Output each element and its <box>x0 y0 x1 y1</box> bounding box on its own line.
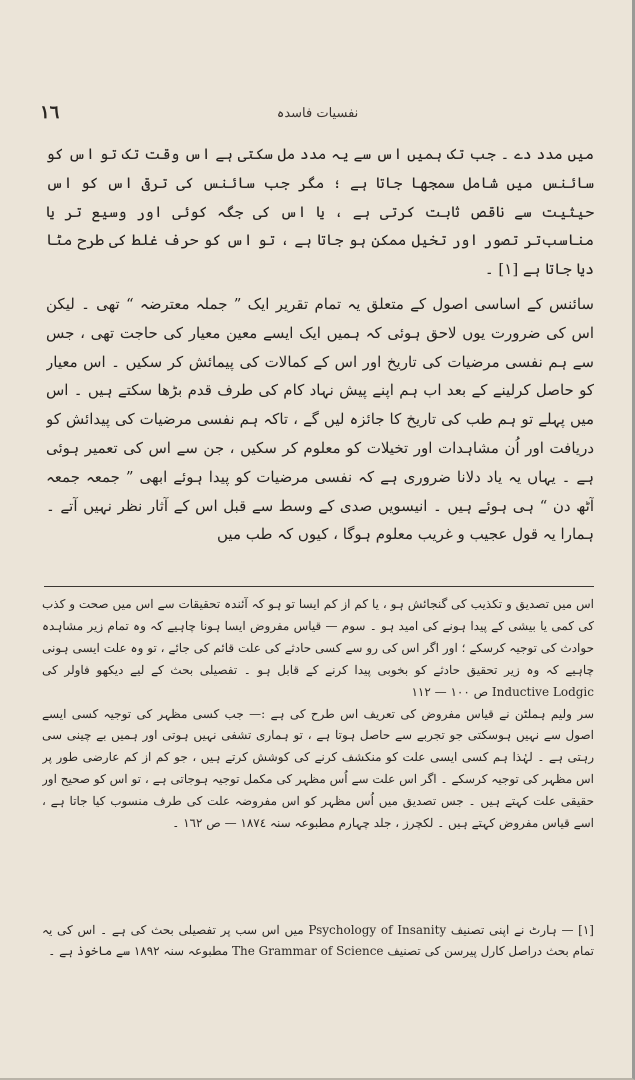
main-text <box>46 140 594 575</box>
footnote-separator <box>44 586 594 587</box>
footnote: سر ولیم ہملٹن نے قیاس مفروض کی تعریف اس طرح کی ہے :— جب کسی مظہر کی توجیہ کسی ایسے اصول سے نہیں ہوسکتی جو تجربے سے حاصل ہوتا ہے ، تو ہماری تشفی نہیں ہوتی اور ہمیں بے چینی سی رہتی ہے ۔ لہٰذا ہم کسی ایسی علت کو منکشف کرنے کی کوشش کرتے ہیں ، جو کم از کم عارضی طور پر اس مظہر کی توجیہ کرسکے ۔ اگر اس علت سے اُس مظہر کی مکمل توجیہ ہوجاتی ہے ، تو اس کو صحیح اور حقیقی علت کہتے ہیں ۔ جس تصدیق میں اُس مظہر کو اس مفروضہ علت کی طرف منسوب کیا جاتا ہے ، اسے قیاس مفروض کہتے ہیں ۔ لکچرز ، جلد چہارم مطبوعہ سنہ ١٨٧٤ — ص ١٦٢ ۔ <box>42 706 594 831</box>
references <box>42 920 594 980</box>
running-title: نفسیات فاسدہ <box>276 106 359 121</box>
paragraph: سائنس کے اساسی اصول کے متعلق یہ تمام تقریر ایک ” جملہ معترضہ “ تھی ۔ لیکن اس کی ضرورت یوں لاحق ہوئی کہ ہمیں ایک ایسے معین معیار کی حاجت تھی ، جس سے ہم نفسی مرضیات کی تاریخ اور اس کے کمالات کی پیمائش کر سکیں ۔ اس معیار کو حاصل کرلینے کے بعد اب ہم اپنے پیش نہاد کام کی طرف قدم بڑھا سکتے ہیں ۔ اس میں پہلے تو ہم طب کی تاریخ کا جائزہ لیں گے ، تاکہ ہم نفسی مرضیات کی پیدائش کو دریافت اور اُن مشاہدات اور تخیلات کو معلوم کر سکیں ، جن سے اس کی تعمیر ہوئی ہے ۔ یہاں یہ یاد دلانا ضروری ہے کہ نفسی مرضیات کو پیدا ہوئے ابھی ” جمعہ جمعہ آٹھ دن “ ہی ہوئے ہیں ۔ انیسویں صدی کے وسط سے قبل اس کے آثار نظر نہیں آتے ۔ ہمارا یہ قول عجیب و غریب معلوم ہوگا ، کیوں کہ طب میں <box>46 294 594 544</box>
footnote: اس میں تصدیق و تکذیب کی گنجائش ہو ، یا کم از کم ایسا تو ہو کہ آئندہ تحقیقات سے اس میں صحت و کذب کی کمی یا بیشی کے پیدا ہونے کی امید ہو ۔ سوم — قیاس مفروض ایسا ہونا چاہیے کہ وہ تمام زیر مشاہدہ حوادث کی توجیہ کرسکے ؛ اور اگر اس کی رو سے کسی حادثے کی علت قائم کی جائے ، تو وہ علت ایسی ہونی چاہیے کہ وہ زیر تحقیق حادثے کو بخوبی پیدا کرنے کے قابل ہو ۔ تفصیلی بحث کے لیے دیکھو فاولر کی Inductive Lodgic ص ١٠٠ — ١١٢ <box>42 597 594 699</box>
page-number: ١٦ <box>40 102 60 123</box>
reference-note: [١] — ہارٹ نے اپنی تصنیف Psychology of Insanity میں اس سب پر تفصیلی بحث کی ہے ۔ اس کی یہ تمام بحث دراصل کارل پیرسن کی تصنیف The Grammar of Science مطبوعہ سنہ ١٨٩٢ سے ماخوذ ہے ۔ <box>42 923 594 958</box>
paragraph: میں مدد دے ۔ جب تک ہمیں اس سے یہ مدد مل سکتی ہے اس وقت تک تو اس کو سائنس میں شامل سمجھا جاتا ہے ؛ مگر جب سائنس کی ترقی اس کو اس حیثیت سے ناقص ثابت کرتی ہے ، یا اس کی جگہ کوئی اور وسیع تر یا مناسب‌تر تصور اور تخیل ممکن ہو جاتا ہے ، تو اس کو حرف غلط کی طرح مٹا دیا جاتا ہے [١] ۔ <box>46 145 594 279</box>
page-header <box>0 100 635 130</box>
footnotes <box>42 594 594 912</box>
